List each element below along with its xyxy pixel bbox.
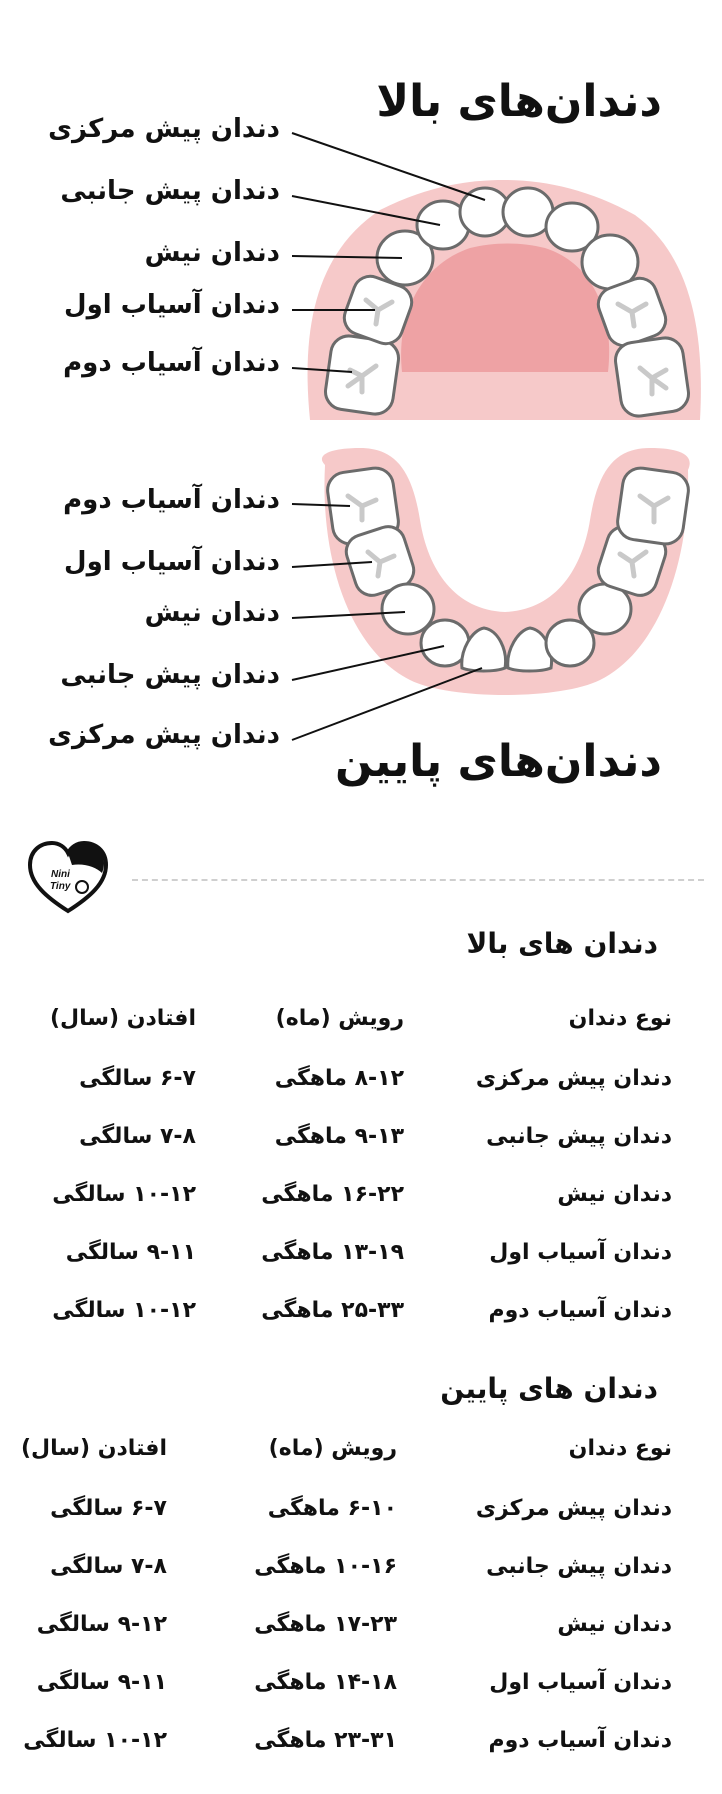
eruption-age: ۸-۱۲ ماهگی — [274, 1066, 404, 1091]
table-row — [0, 1060, 722, 1100]
tooth-name: دندان آسیاب دوم — [488, 1728, 672, 1753]
tooth-name: دندان نیش — [557, 1182, 672, 1207]
header-tooth-type: نوع دندان — [568, 1436, 672, 1461]
tooth-name: دندان پیش مرکزی — [475, 1066, 672, 1091]
lower-label-second-molar: دندان آسیاب دوم — [63, 485, 280, 515]
table-row — [0, 1118, 722, 1158]
lower-jaw — [322, 448, 691, 695]
header-eruption: رویش (ماه) — [275, 1006, 404, 1031]
eruption-age: ۱۳-۱۹ ماهگی — [261, 1240, 404, 1265]
lower-label-canine: دندان نیش — [144, 598, 280, 628]
tooth-name: دندان آسیاب اول — [489, 1240, 672, 1265]
eruption-age: ۹-۱۳ ماهگی — [274, 1124, 404, 1149]
shedding-age: ۹-۱۱ سالگی — [36, 1670, 167, 1695]
table-row — [0, 1234, 722, 1274]
upper-jaw — [308, 180, 701, 420]
table-row — [0, 1606, 722, 1646]
table-row — [0, 1548, 722, 1588]
lower-table-header — [0, 1430, 722, 1470]
eruption-age: ۱۷-۲۳ ماهگی — [254, 1612, 397, 1637]
tooth-name: دندان پیش جانبی — [486, 1124, 672, 1149]
tooth-name: دندان آسیاب اول — [489, 1670, 672, 1695]
teeth-diagram — [0, 0, 722, 787]
header-eruption: رویش (ماه) — [268, 1436, 397, 1461]
tooth-name: دندان آسیاب دوم — [488, 1298, 672, 1323]
eruption-age: ۱۴-۱۸ ماهگی — [254, 1670, 397, 1695]
shedding-age: ۶-۷ سالگی — [50, 1496, 167, 1521]
shedding-age: ۷-۸ سالگی — [50, 1554, 167, 1579]
table-row — [0, 1490, 722, 1530]
upper-label-second-molar: دندان آسیاب دوم — [63, 348, 280, 378]
table-row — [0, 1722, 722, 1762]
eruption-age: ۲۵-۳۳ ماهگی — [261, 1298, 404, 1323]
nini-tiny-logo — [26, 837, 110, 917]
shedding-age: ۱۰-۱۲ سالگی — [52, 1182, 196, 1207]
shedding-age: ۹-۱۱ سالگی — [65, 1240, 196, 1265]
lower-teeth-title: دندان‌های پایین — [335, 736, 662, 787]
eruption-age: ۶-۱۰ ماهگی — [267, 1496, 397, 1521]
upper-label-canine: دندان نیش — [144, 238, 280, 268]
shedding-age: ۹-۱۲ سالگی — [36, 1612, 167, 1637]
upper-table-header — [0, 1000, 722, 1040]
logo-text-2: Tiny — [50, 881, 71, 892]
lower-label-first-molar: دندان آسیاب اول — [64, 547, 280, 577]
table-row — [0, 1664, 722, 1704]
logo-text-1: Nini — [51, 869, 70, 880]
eruption-age: ۱۶-۲۲ ماهگی — [261, 1182, 404, 1207]
header-shedding: افتادن (سال) — [49, 1006, 196, 1031]
dashed-divider — [132, 879, 704, 881]
eruption-age: ۲۳-۳۱ ماهگی — [254, 1728, 397, 1753]
eruption-age: ۱۰-۱۶ ماهگی — [254, 1554, 397, 1579]
upper-label-central-incisor: دندان پیش مرکزی — [48, 114, 280, 144]
upper-table-title: دندان های بالا — [466, 927, 658, 960]
header-shedding: افتادن (سال) — [20, 1436, 167, 1461]
lower-label-lateral-incisor: دندان پیش جانبی — [60, 660, 280, 690]
shedding-age: ۶-۷ سالگی — [79, 1066, 196, 1091]
table-row — [0, 1292, 722, 1332]
upper-label-first-molar: دندان آسیاب اول — [64, 290, 280, 320]
tooth-name: دندان پیش مرکزی — [475, 1496, 672, 1521]
upper-label-lateral-incisor: دندان پیش جانبی — [60, 176, 280, 206]
shedding-age: ۷-۸ سالگی — [79, 1124, 196, 1149]
upper-teeth-title: دندان‌های بالا — [376, 76, 662, 127]
table-row — [0, 1176, 722, 1216]
tooth-name: دندان نیش — [557, 1612, 672, 1637]
lower-label-central-incisor: دندان پیش مرکزی — [48, 720, 280, 750]
tooth-name: دندان پیش جانبی — [486, 1554, 672, 1579]
shedding-age: ۱۰-۱۲ سالگی — [23, 1728, 167, 1753]
lower-table-title: دندان های پایین — [440, 1372, 658, 1405]
shedding-age: ۱۰-۱۲ سالگی — [52, 1298, 196, 1323]
header-tooth-type: نوع دندان — [568, 1006, 672, 1031]
